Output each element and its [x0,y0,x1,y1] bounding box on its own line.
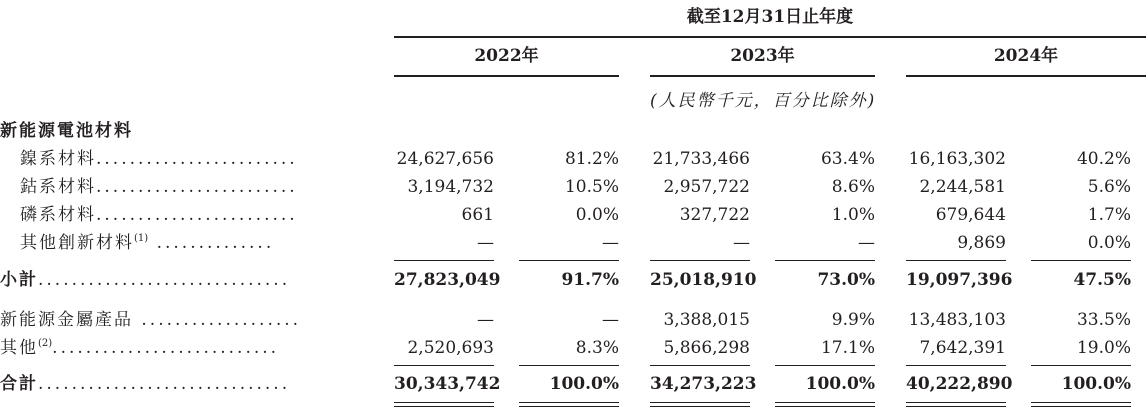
cell: 5,866,298 [663,338,750,358]
subtotal-rule [775,260,875,261]
cell: 10.5% [564,177,619,197]
cell: 21,733,466 [652,149,750,169]
cell: 63.4% [820,149,875,169]
subtotal-rule [650,260,750,261]
cell: 17.1% [820,338,875,358]
total-double-rule [519,402,619,407]
cell: 16,163,302 [908,149,1006,169]
cell: 8.6% [831,177,875,197]
cell: 2,520,693 [407,338,494,358]
cell: 33.5% [1076,310,1131,330]
cell: — [477,233,494,253]
row-label-phosphorus: 磷系材料........................ [20,205,298,225]
footnote-ref: (2) [38,338,53,349]
section-title: 新能源電池材料 [0,121,133,141]
total-double-rule [650,402,750,407]
cell: 24,627,656 [396,149,494,169]
total-double-rule [906,402,1006,407]
row-label-other-innovative: 其他創新材料$^{(1)}$ .............. [20,233,275,253]
cell: 19.0% [1076,338,1131,358]
cell: 679,644 [935,205,1006,225]
total-rule [519,365,619,366]
cell: 100.0% [805,374,875,394]
cell: 25,018,910 [650,270,757,290]
subtotal-rule [1031,260,1131,261]
subtotal-rule [394,260,494,261]
cell: 40.2% [1076,149,1131,169]
cell: 0.0% [1087,233,1131,253]
period-title: 截至12月31日止年度 [686,7,854,27]
cell: 5.6% [1087,177,1131,197]
cell: 73.0% [817,270,875,290]
cell: 2,957,722 [663,177,750,197]
cell: 27,823,049 [394,270,501,290]
total-rule [1031,365,1131,366]
cell: 19,097,396 [906,270,1013,290]
total-rule [775,365,875,366]
cell: 9,869 [957,233,1006,253]
total-double-rule [1031,402,1131,407]
row-label-new-energy-metals: 新能源金屬產品 ................... [0,310,302,330]
cell: 8.3% [575,338,619,358]
year-rule-2023 [650,75,875,77]
year-2022: 2022年 [474,46,539,66]
unit-note: (人民幣千元，百分比除外) [650,91,877,111]
cell: — [858,233,875,253]
cell: 1.7% [1087,205,1131,225]
cell: — [477,310,494,330]
year-rule-2024 [906,75,1146,77]
cell: — [733,233,750,253]
cell: 327,722 [679,205,750,225]
subtotal-rule [519,260,619,261]
row-label-subtotal: 小計.............................. [0,270,291,290]
cell: 30,343,742 [394,374,501,394]
cell: 47.5% [1073,270,1131,290]
cell: 40,222,890 [906,374,1013,394]
cell: 7,642,391 [919,338,1006,358]
header-rule [394,36,1146,38]
total-rule [650,365,750,366]
cell: — [602,310,619,330]
cell: 0.0% [575,205,619,225]
total-double-rule [775,402,875,407]
cell: — [602,233,619,253]
cell: 1.0% [831,205,875,225]
cell: 3,388,015 [663,310,750,330]
cell: 100.0% [1061,374,1131,394]
year-rule-2022 [394,75,619,77]
cell: 81.2% [564,149,619,169]
row-label-cobalt: 鈷系材料........................ [20,177,298,197]
cell: 2,244,581 [919,177,1006,197]
total-rule [394,365,494,366]
cell: 9.9% [831,310,875,330]
total-rule [906,365,1006,366]
cell: 100.0% [549,374,619,394]
total-double-rule [394,402,494,407]
row-label-others: 其他$^{(2)}$........................... [0,338,280,358]
cell: 3,194,732 [407,177,494,197]
row-label-total: 合計.............................. [0,374,291,394]
year-2024: 2024年 [993,46,1059,66]
footnote-ref: (1) [134,233,149,244]
cell: 91.7% [561,270,619,290]
year-2023: 2023年 [730,46,795,66]
row-label-nickel: 鎳系材料........................ [20,149,298,169]
cell: 661 [461,205,494,225]
subtotal-rule [906,260,1006,261]
cell: 34,273,223 [650,374,757,394]
cell: 13,483,103 [908,310,1006,330]
